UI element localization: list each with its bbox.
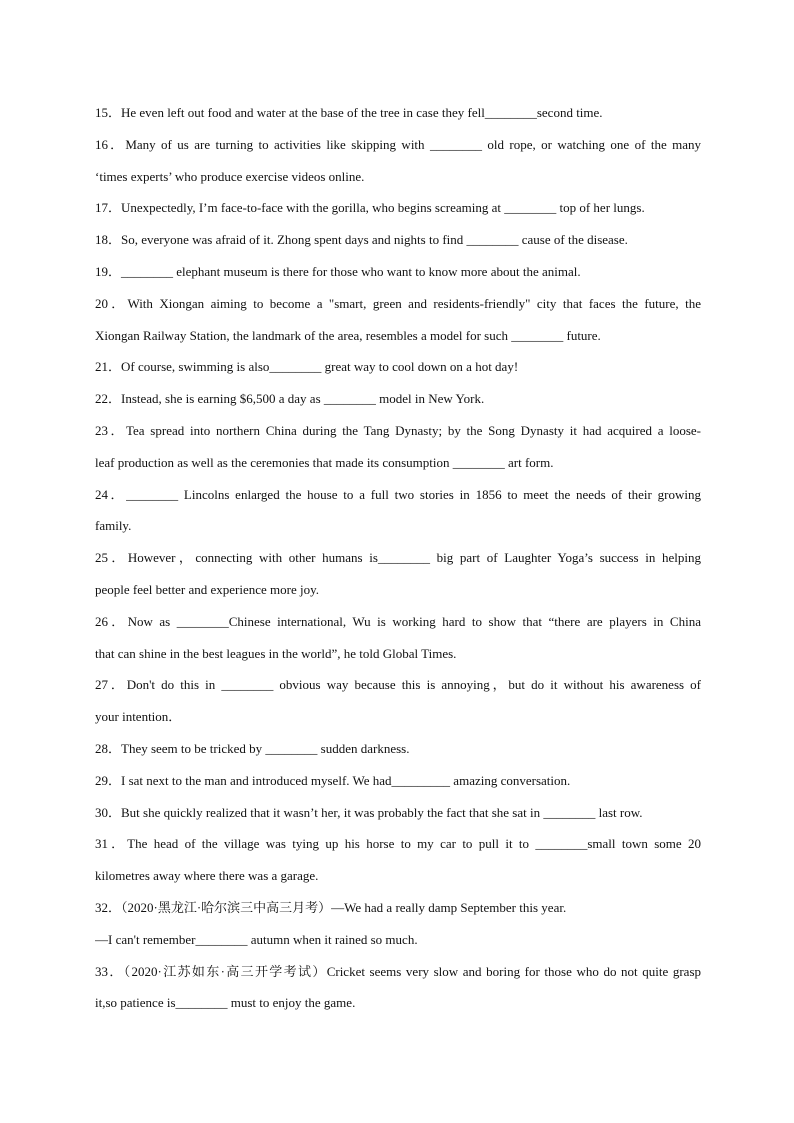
text-line: 19．________ elephant museum is there for those who want to know more about the animal.: [95, 263, 581, 279]
text-line: people feel better and experience more joy.: [95, 581, 320, 597]
text-line: leaf production as well as the ceremonies that made its consumption ________ art form.: [95, 454, 554, 470]
text-line: 31．The head of the village was tying up his horse to my car to pull it to ________small town some 20: [95, 836, 701, 852]
text-line: 15．He even left out food and water at the base of the tree in case they fell________second time.: [95, 105, 603, 120]
text-line: 29．I sat next to the man and introduced myself. We had_________ amazing conversation.: [95, 772, 571, 788]
text-line: —I can't remember________ autumn when it rained so much.: [95, 931, 418, 947]
text-line: 23．Tea spread into northern China during the Tang Dynasty; by the Song Dynasty it had acquired a loose-: [95, 422, 701, 438]
text-line: 21．Of course, swimming is also________ great way to cool down on a hot day!: [95, 359, 519, 375]
text-line: 20．With Xiongan aiming to become a "smart, green and residents-friendly" city that faces the future, the: [95, 295, 701, 311]
text-line: 27．Don't do this in ________ obvious way because this is annoying，but do it without his awareness of: [95, 677, 701, 693]
text-line: 25．However，connecting with other humans is________ big part of Laughter Yoga’s success in helping: [95, 550, 701, 566]
text-line: it,so patience is________ must to enjoy the game.: [95, 995, 356, 1011]
text-line: 30．But she quickly realized that it wasn’t her, it was probably the fact that she sat in ________ last row.: [95, 804, 643, 820]
text-line: 18．So, everyone was afraid of it. Zhong spent days and nights to find ________ cause of the disease.: [95, 232, 628, 248]
text-line: ‘times experts’ who produce exercise videos online.: [95, 168, 365, 184]
text-line: 26．Now as ________Chinese international, Wu is working hard to show that “there are players in China: [95, 613, 701, 629]
text-line: that can shine in the best leagues in the world”, he told Global Times.: [95, 645, 457, 661]
text-line: 16．Many of us are turning to activities like skipping with ________ old rope, or watching one of the many: [95, 136, 701, 152]
text-line: 32．（2020·黑龙江·哈尔滨三中高三月考）—We had a really damp September this year.: [95, 899, 567, 915]
exercise-lines: [95, 97, 701, 1019]
text-line: 33．（2020·江苏如东·高三开学考试）Cricket seems very slow and boring for those who do not quite grasp: [95, 963, 701, 979]
text-line: 22．Instead, she is earning $6,500 a day as ________ model in New York.: [95, 391, 485, 407]
text-line: Xiongan Railway Station, the landmark of the area, resembles a model for such ________ future.: [95, 327, 601, 343]
text-line: kilometres away where there was a garage.: [95, 868, 319, 884]
text-line: 28．They seem to be tricked by ________ sudden darkness.: [95, 740, 410, 756]
text-line: family.: [95, 518, 132, 534]
text-line: 17．Unexpectedly, I’m face-to-face with the gorilla, who begins screaming at ________ top of her lungs.: [95, 200, 645, 216]
document-page: [95, 97, 701, 1019]
text-line: 24．________ Lincolns enlarged the house to a full two stories in 1856 to meet the needs of their growing: [95, 486, 701, 502]
text-line: your intention．: [95, 709, 182, 725]
